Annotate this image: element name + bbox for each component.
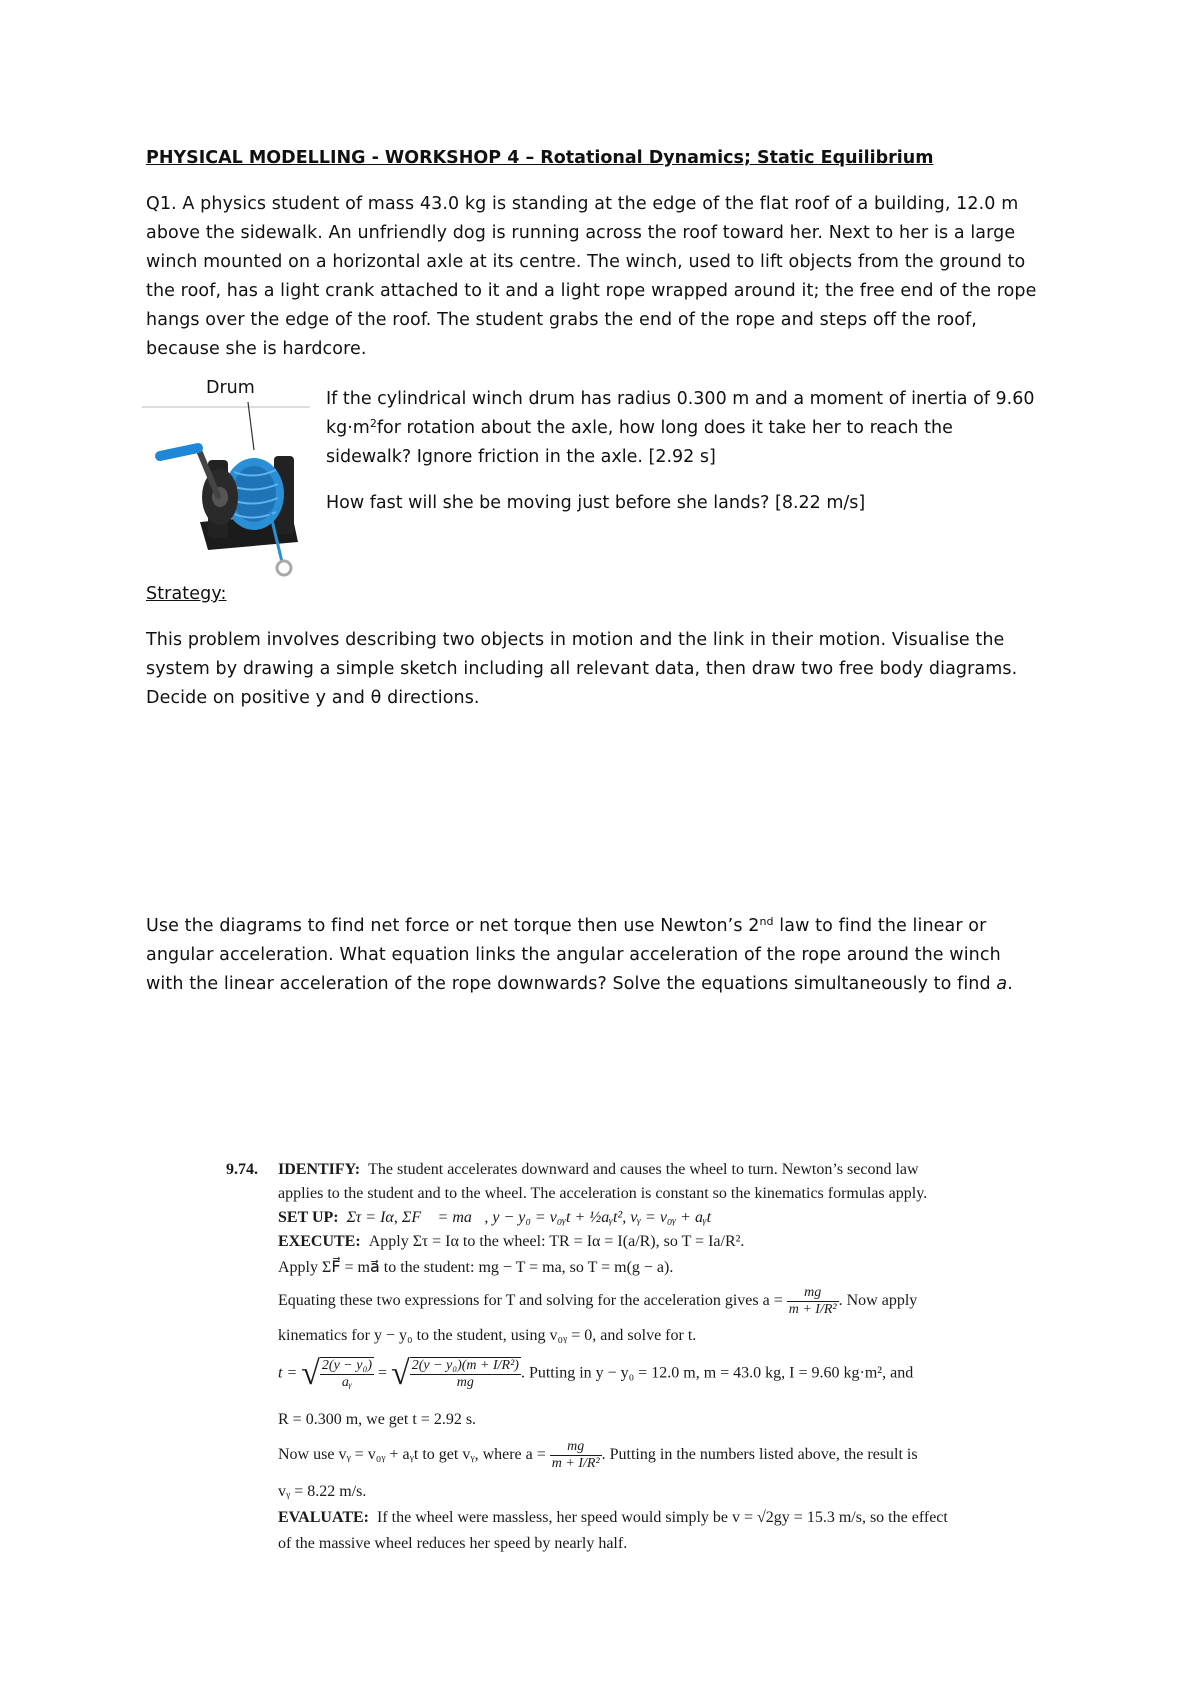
sqrt1-fraction — [320, 1357, 374, 1391]
q1-line: Q1. A physics student of mass 43.0 kg is standing at the edge of the flat roof of a building, 12.0 m — [146, 194, 1019, 214]
setup-line — [278, 1209, 711, 1227]
equating-text: Equating these two expressions for T and solving for the acceleration gives a = — [278, 1292, 783, 1310]
now-apply-text: . Now apply — [838, 1292, 918, 1310]
fraction-denominator: mg — [456, 1375, 474, 1390]
sqrt-icon: √ — [301, 1355, 320, 1392]
strategy-text: Use the diagrams to find net force or net torque then use Newton’s 2 — [146, 916, 760, 936]
equating-line — [278, 1285, 917, 1318]
q1-line: hangs over the edge of the roof. The student grabs the end of the rope and steps off the roof, — [146, 310, 977, 330]
setup-label: SET UP: — [278, 1209, 339, 1226]
variable-a: a — [996, 974, 1008, 994]
fraction-denominator: m + I/R² — [551, 1456, 600, 1471]
kinematics-line: kinematics for y − y₀ to the student, using v₀ᵧ = 0, and solve for t. — [278, 1327, 697, 1344]
strategy-text: with the linear acceleration of the rope downwards? Solve the equations simultaneously to find — [146, 974, 997, 994]
winch-illustration — [142, 402, 312, 582]
execute-text: Apply Στ = Iα to the wheel: TR = Iα = I(a/R), so T = Ia/R². — [368, 1233, 745, 1250]
setup-equations: Στ = Iα, ΣF⃗ = ma⃗, y − y₀ = v₀ᵧt + ½aᵧt², vᵧ = v₀ᵧ + aᵧt — [346, 1209, 712, 1226]
fraction-numerator: 2(y − y₀) — [321, 1358, 372, 1373]
strategy-text: law to find the linear or — [773, 916, 987, 936]
radius-line: R = 0.300 m, we get t = 2.92 s. — [278, 1411, 477, 1428]
execute-line — [278, 1233, 744, 1251]
putting-text: . Putting in y − y₀ = 12.0 m, m = 43.0 kg, I = 9.60 kg·m², and — [520, 1364, 914, 1382]
part-b-line: How fast will she be moving just before she lands? [8.22 m/s] — [326, 493, 866, 513]
q1-line: above the sidewalk. An unfriendly dog is running across the roof toward her. Next to her is a large — [146, 223, 1016, 243]
fraction-numerator: 2(y − y₀)(m + I/R²) — [411, 1358, 519, 1373]
superscript: 2 — [369, 417, 377, 430]
evaluate-line: of the massive wheel reduces her speed by nearly half. — [278, 1535, 628, 1552]
acceleration-fraction — [550, 1439, 602, 1472]
fraction-numerator: mg — [787, 1285, 839, 1302]
fraction-denominator: aᵧ — [341, 1375, 353, 1390]
superscript: nd — [759, 915, 774, 928]
evaluate-text: If the wheel were massless, her speed would simply be v = √2gy = 15.3 m/s, so the effect — [376, 1509, 948, 1526]
execute-label: EXECUTE: — [278, 1233, 361, 1250]
part-a-line: sidewalk? Ignore friction in the axle. [2.92 s] — [326, 447, 716, 467]
identify-label: IDENTIFY: — [278, 1161, 361, 1178]
time-equation-line — [278, 1355, 913, 1393]
strategy-line: This problem involves describing two objects in motion and the link in their motion. Visualise the — [146, 630, 1005, 650]
strategy-line: Decide on positive y and θ directions. — [146, 688, 480, 708]
fraction-numerator: mg — [550, 1439, 602, 1456]
strategy-line: system by drawing a simple sketch including all relevant data, then draw two free body diagrams. — [146, 659, 1018, 679]
part-a-unit: kg·m — [326, 418, 370, 438]
strategy-heading: Strategy: — [146, 584, 227, 604]
strategy-line — [146, 974, 1013, 994]
sqrt-icon: √ — [391, 1355, 410, 1392]
identify-text: The student accelerates downward and causes the wheel to turn. Newton’s second law — [368, 1161, 919, 1178]
putting-text-2: . Putting in the numbers listed above, the result is — [601, 1446, 918, 1464]
solution-number: 9.74. — [226, 1161, 258, 1178]
equals-sign: = — [378, 1364, 388, 1382]
q1-line: winch mounted on a horizontal axle at its centre. The winch, used to lift objects from the ground to — [146, 252, 1026, 272]
q1-line: because she is hardcore. — [146, 339, 367, 359]
identify-line: applies to the student and to the wheel. The acceleration is constant so the kinematics formulas apply. — [278, 1185, 928, 1202]
strategy-line — [146, 916, 986, 936]
strategy-line: angular acceleration. What equation links the angular acceleration of the rope around the winch — [146, 945, 1001, 965]
drum-label: Drum — [206, 378, 255, 398]
t-equals: t = — [278, 1364, 298, 1382]
evaluate-label: EVALUATE: — [278, 1509, 369, 1526]
now-use-line — [278, 1439, 918, 1472]
evaluate-line — [278, 1509, 948, 1527]
q1-line: the roof, has a light crank attached to it and a light rope wrapped around it; the free end of the rope — [146, 281, 1037, 301]
part-a-line: If the cylindrical winch drum has radius 0.300 m and a moment of inertia of 9.60 — [326, 389, 1035, 409]
acceleration-fraction — [787, 1285, 839, 1318]
winch-figure — [142, 378, 312, 578]
now-use-text: Now use vᵧ = v₀ᵧ + aᵧt to get vᵧ, where a = — [278, 1446, 546, 1464]
identify-line — [278, 1161, 919, 1179]
vy-line: vᵧ = 8.22 m/s. — [278, 1483, 367, 1500]
sqrt2-fraction — [410, 1357, 521, 1391]
strategy-text: . — [1007, 974, 1013, 994]
sqrt-expression-2 — [391, 1355, 521, 1393]
part-a-line — [326, 418, 953, 438]
fraction-denominator: m + I/R² — [788, 1302, 837, 1317]
part-a-text: for rotation about the axle, how long does it take her to reach the — [376, 418, 953, 438]
solution-excerpt — [222, 1155, 1052, 1585]
apply-line: Apply ΣF⃗ = ma⃗ to the student: mg − T = ma, so T = m(g − a). — [278, 1259, 674, 1276]
page-title: PHYSICAL MODELLING - WORKSHOP 4 – Rotational Dynamics; Static Equilibrium — [146, 148, 934, 168]
sqrt-expression-1 — [301, 1355, 374, 1393]
